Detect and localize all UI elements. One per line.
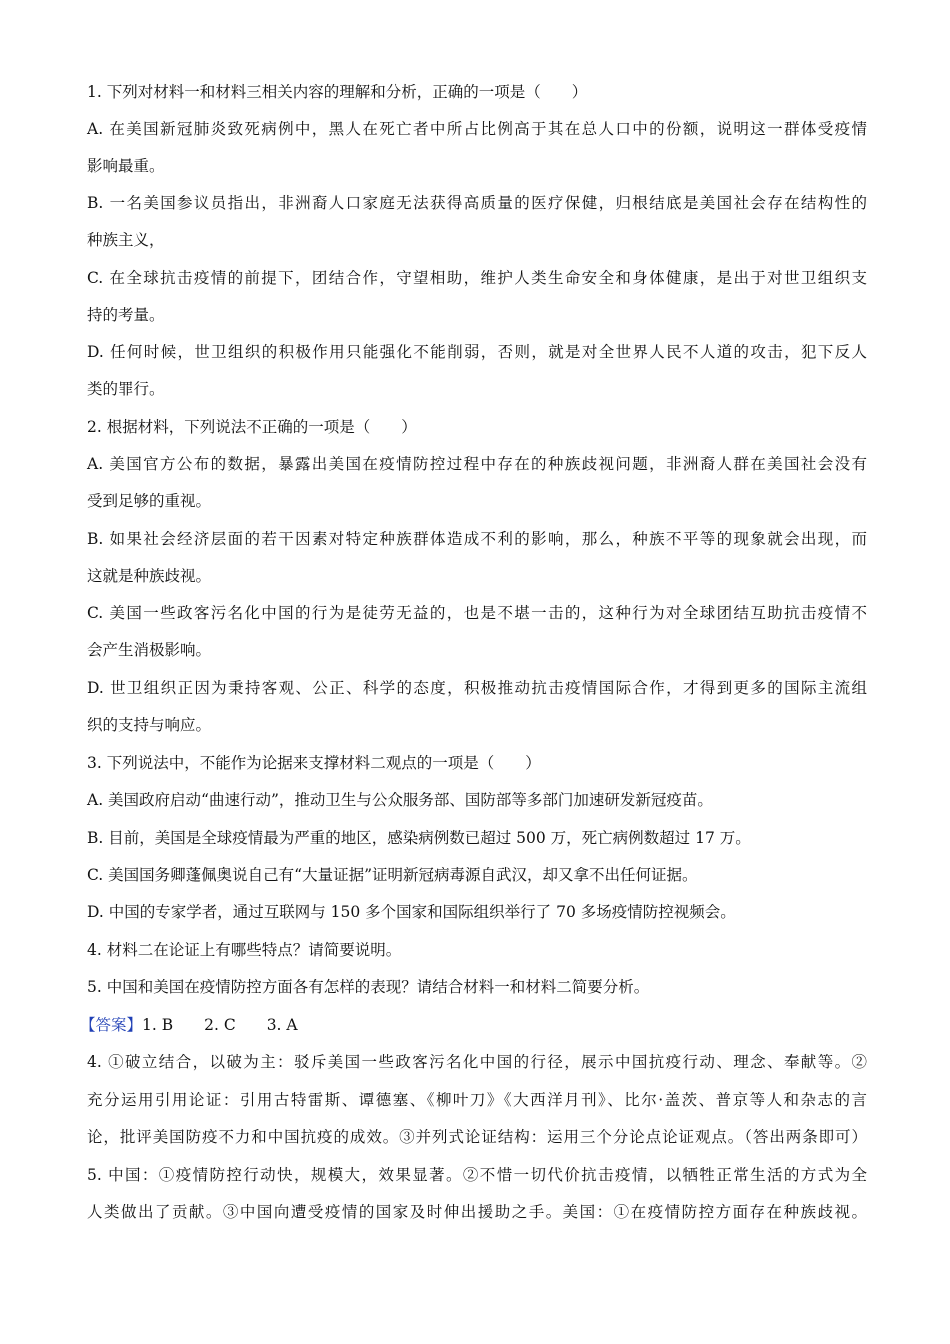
question-1-option-a: A. 在美国新冠肺炎致死病例中，黑人在死亡者中所占比例高于其在总人口中的份额，说明这一群体受疫情 <box>87 120 867 138</box>
answer-4-line-1: 4. ①破立结合，以破为主：驳斥美国一些政客污名化中国的行径，展示中国抗疫行动、理念、奉献等。② <box>87 1053 867 1071</box>
question-1-option-c-cont: 持的考量。 <box>87 306 165 324</box>
question-1-option-c: C. 在全球抗击疫情的前提下，团结合作，守望相助，维护人类生命安全和身体健康，是出于对世卫组织支 <box>87 269 867 287</box>
answer-line <box>80 1013 860 1037</box>
question-2-option-c-cont: 会产生消极影响。 <box>87 641 212 659</box>
answer-choices: 1. B 2. C 3. A <box>142 1016 298 1034</box>
question-3-option-a: A. 美国政府启动“曲速行动”，推动卫生与公众服务部、国防部等多部门加速研发新冠疫苗。 <box>87 791 713 809</box>
answer-tag: 【答案】 <box>80 1016 143 1034</box>
question-3-option-b: B. 目前，美国是全球疫情最为严重的地区，感染病例数已超过 500 万，死亡病例数超过 17 万。 <box>87 829 751 847</box>
answer-4-line-3: 论，批评美国防疫不力和中国抗疫的成效。③并列式论证结构：运用三个分论点论证观点。（答出两条即可） <box>87 1128 867 1146</box>
question-2-option-c: C. 美国一些政客污名化中国的行为是徒劳无益的，也是不堪一击的，这种行为对全球团结互助抗击疫情不 <box>87 604 867 622</box>
question-2-option-a-cont: 受到足够的重视。 <box>87 492 212 510</box>
question-1-option-d: D. 任何时候，世卫组织的积极作用只能强化不能削弱，否则，就是对全世界人民不人道的攻击，犯下反人 <box>87 343 867 361</box>
question-3-option-c: C. 美国国务卿蓬佩奥说自己有“大量证据”证明新冠病毒源自武汉，却又拿不出任何证据。 <box>87 866 698 884</box>
answer-5-line-1: 5. 中国：①疫情防控行动快，规模大，效果显著。②不惜一切代价抗击疫情，以牺牲正常生活的方式为全 <box>87 1166 867 1184</box>
question-3-stem: 3. 下列说法中，不能作为论据来支撑材料二观点的一项是（ ） <box>87 754 541 772</box>
question-1-option-b-cont: 种族主义， <box>87 231 165 249</box>
question-2-stem: 2. 根据材料，下列说法不正确的一项是（ ） <box>87 418 417 436</box>
question-2-option-d: D. 世卫组织正因为秉持客观、公正、科学的态度，积极推动抗击疫情国际合作，才得到更多的国际主流组 <box>87 679 867 697</box>
question-3-option-d: D. 中国的专家学者，通过互联网与 150 多个国家和国际组织举行了 70 多场疫情防控视频会。 <box>87 903 736 921</box>
question-1-option-b: B. 一名美国参议员指出，非洲裔人口家庭无法获得高质量的医疗保健，归根结底是美国社会存在结构性的 <box>87 194 867 212</box>
question-2-option-d-cont: 织的支持与响应。 <box>87 716 212 734</box>
question-2-option-a: A. 美国官方公布的数据，暴露出美国在疫情防控过程中存在的种族歧视问题，非洲裔人群在美国社会没有 <box>87 455 867 473</box>
question-2-option-b-cont: 这就是种族歧视。 <box>87 567 212 585</box>
question-4-stem: 4. 材料二在论证上有哪些特点？请简要说明。 <box>87 941 402 959</box>
answer-5-line-2: 人类做出了贡献。③中国向遭受疫情的国家及时伸出援助之手。美国：①在疫情防控方面存在种族歧视。 <box>87 1203 867 1221</box>
question-1-option-a-cont: 影响最重。 <box>87 157 165 175</box>
answer-4-line-2: 充分运用引用论证：引用古特雷斯、谭德塞、《柳叶刀》《大西洋月刊》、比尔·盖茨、普京等人和杂志的言 <box>87 1091 867 1109</box>
question-1-stem: 1. 下列对材料一和材料三相关内容的理解和分析，正确的一项是（ ） <box>87 83 588 101</box>
question-1-option-d-cont: 类的罪行。 <box>87 380 165 398</box>
question-2-option-b: B. 如果社会经济层面的若干因素对特定种族群体造成不利的影响，那么，种族不平等的现象就会出现，而 <box>87 530 867 548</box>
question-5-stem: 5. 中国和美国在疫情防控方面各有怎样的表现？请结合材料一和材料二简要分析。 <box>87 978 650 996</box>
